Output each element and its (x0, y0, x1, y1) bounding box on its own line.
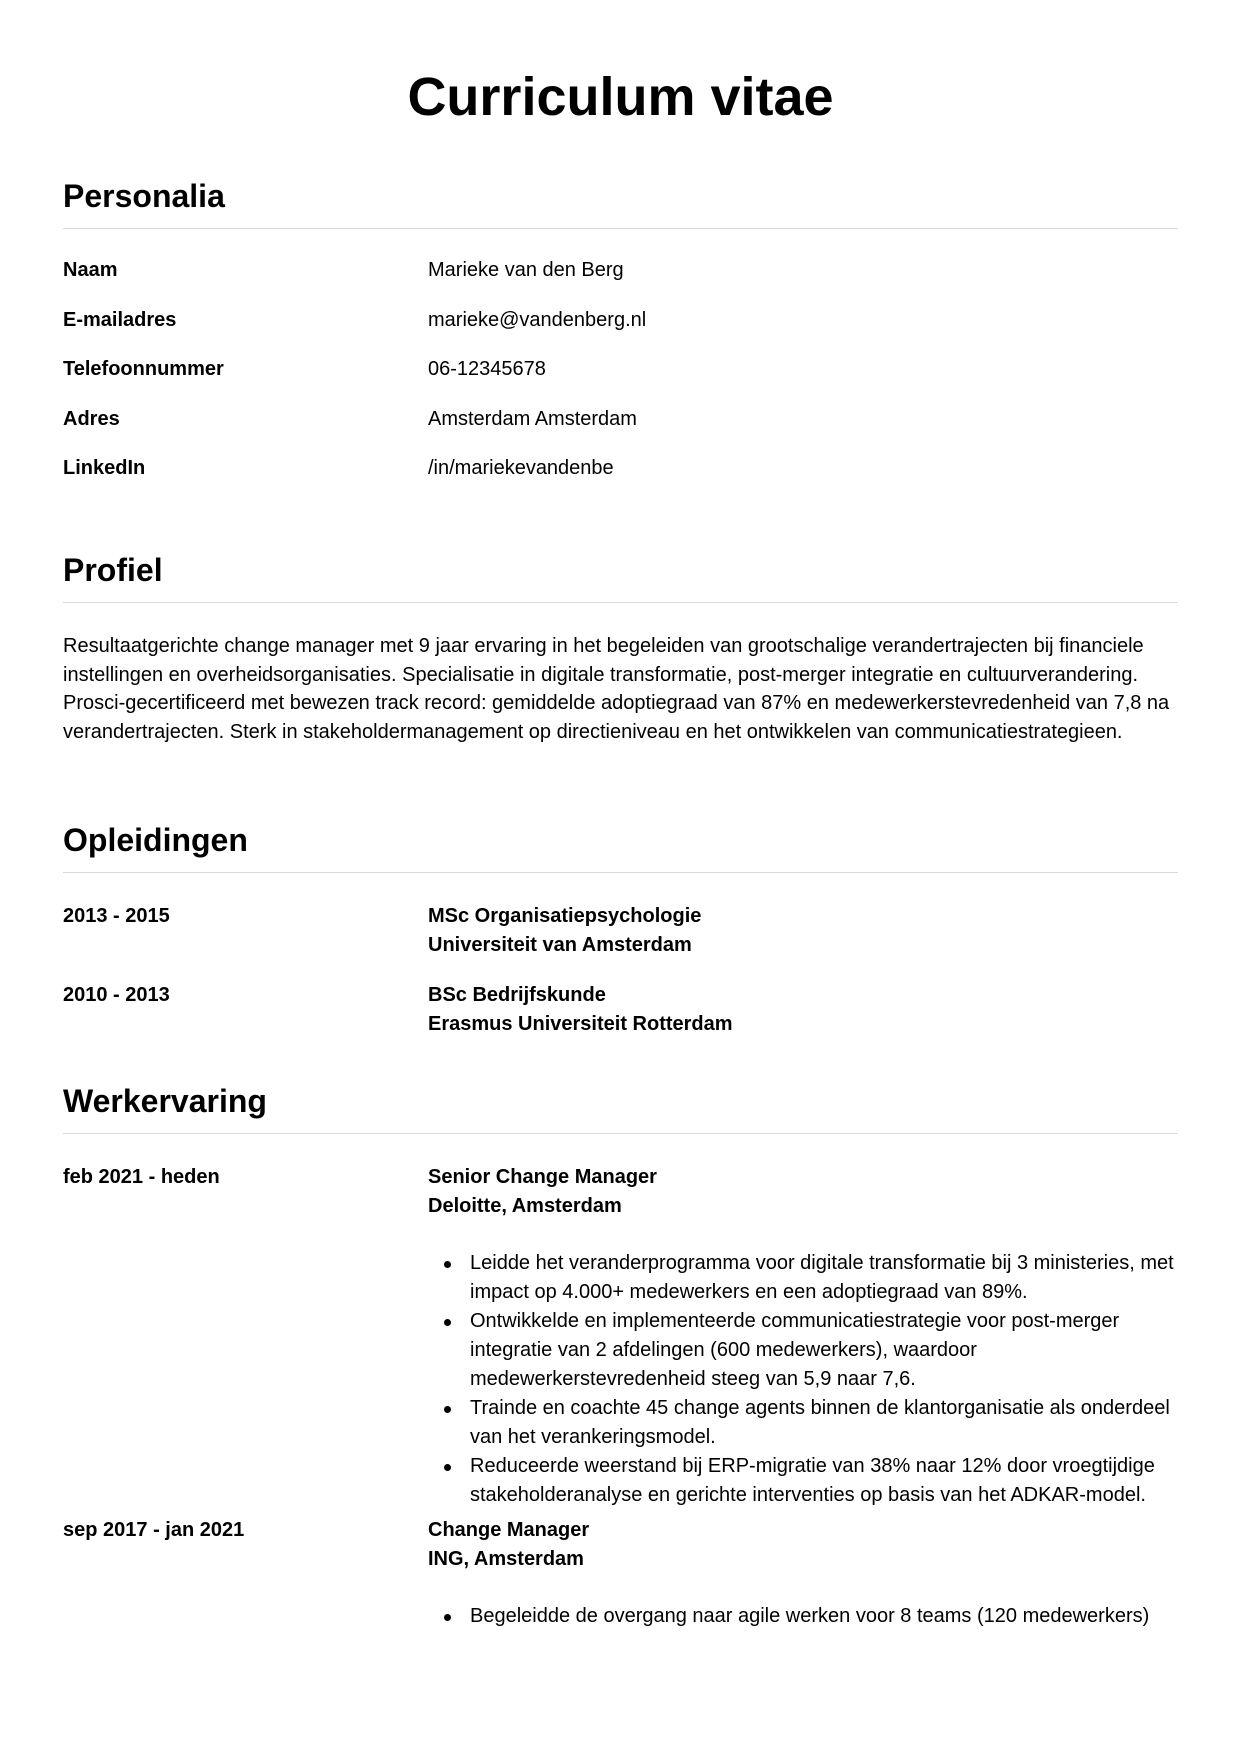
bullet-dot-icon (444, 1464, 451, 1471)
adres-label: Adres (63, 407, 120, 430)
opleiding-body (428, 981, 1178, 1039)
werk-bullets (428, 1602, 1178, 1631)
personalia-row-telefoon (63, 355, 1178, 405)
personalia-table (63, 256, 1178, 504)
opleiding-school: Erasmus Universiteit Rotterdam (428, 1013, 733, 1035)
werk-bullet-text: Leidde het veranderprogramma voor digitale transformatie bij 3 ministeries, met impact op 4.000+ medewerkers en een adoptiegraad van 89%. (470, 1252, 1174, 1303)
telefoon-label: Telefoonnummer (63, 358, 224, 380)
werk-bullet-item (428, 1249, 1178, 1307)
personalia-row-adres (63, 405, 1178, 455)
opleiding-degree: BSc Bedrijfskunde (428, 984, 606, 1006)
werk-company: Deloitte, Amsterdam (428, 1195, 622, 1217)
telefoon-value: 06-12345678 (428, 358, 546, 380)
email-value: marieke@vandenberg.nl (428, 308, 647, 331)
opleiding-period: 2013 - 2015 (63, 905, 170, 927)
werk-company: ING, Amsterdam (428, 1548, 584, 1570)
opleiding-degree: MSc Organisatiepsychologie (428, 905, 702, 927)
opleidingen-section (63, 820, 1178, 1039)
bullet-dot-icon (444, 1319, 451, 1326)
personalia-section (63, 176, 1178, 504)
opleiding-entry (63, 902, 1178, 981)
adres-value: Amsterdam Amsterdam (428, 407, 637, 430)
werk-role: Senior Change Manager (428, 1166, 657, 1188)
werk-bullet-text: Trainde en coachte 45 change agents binnen de klantorganisatie als onderdeel van het verankeringsmodel. (470, 1397, 1170, 1448)
bullet-dot-icon (444, 1614, 451, 1621)
profiel-text: Resultaatgerichte change manager met 9 jaar ervaring in het begeleiden van grootschalige verandertrajecten bij financiele instellingen en overheidsorganisaties. Specialisatie in digitale transformatie, post-merger integratie en cultuurverandering. Prosci-gecertificeerd met bewezen track record: gemiddelde adoptiegraad van 87% en medewerkerstevredenheid van 7,8 na verandertrajecten. Sterk in stakeholdermanagement op directieniveau en het ontwikkelen van communicatiestrategieen. (63, 635, 1170, 743)
naam-label: Naam (63, 259, 118, 281)
linkedin-value: /in/mariekevandenbe (428, 457, 614, 479)
werk-bullet-text: Begeleidde de overgang naar agile werken voor 8 teams (120 medewerkers) (470, 1605, 1150, 1627)
werk-period: sep 2017 - jan 2021 (63, 1519, 245, 1541)
werk-entry (63, 1163, 1178, 1510)
werkervaring-list (63, 1163, 1178, 1631)
naam-value: Marieke van den Berg (428, 259, 624, 281)
bullet-dot-icon (444, 1261, 451, 1268)
personalia-row-email (63, 306, 1178, 356)
personalia-row-naam (63, 256, 1178, 306)
opleidingen-list (63, 902, 1178, 1039)
werk-body (428, 1163, 1178, 1510)
opleiding-school: Universiteit van Amsterdam (428, 934, 692, 956)
werkervaring-section (63, 1081, 1178, 1631)
opleiding-entry (63, 981, 1178, 1039)
personalia-heading: Personalia (63, 176, 1178, 229)
linkedin-label: LinkedIn (63, 457, 146, 479)
werk-bullet-item (428, 1452, 1178, 1510)
werk-bullet-text: Reduceerde weerstand bij ERP-migratie van 38% naar 12% door vroegtijdige stakeholderanalyse en gerichte interventies op basis van het ADKAR-model. (470, 1455, 1155, 1506)
profiel-section (63, 550, 1178, 746)
werk-bullet-item (428, 1602, 1178, 1631)
werk-entry (63, 1516, 1178, 1631)
document-title: Curriculum vitae (407, 67, 834, 127)
werk-bullets (428, 1249, 1178, 1510)
opleiding-period: 2010 - 2013 (63, 984, 170, 1006)
werkervaring-heading: Werkervaring (63, 1081, 1178, 1134)
opleidingen-heading: Opleidingen (63, 820, 1178, 873)
opleiding-body (428, 902, 1178, 960)
personalia-row-linkedin (63, 454, 1178, 504)
werk-role: Change Manager (428, 1519, 590, 1541)
werk-bullet-item (428, 1394, 1178, 1452)
bullet-dot-icon (444, 1406, 451, 1413)
email-label: E-mailadres (63, 308, 177, 331)
werk-period: feb 2021 - heden (63, 1166, 220, 1188)
werk-body (428, 1516, 1178, 1631)
werk-bullet-text: Ontwikkelde en implementeerde communicatiestrategie voor post-merger integratie van 2 afdelingen (600 medewerkers), waardoor medewerkerstevredenheid steeg van 5,9 naar 7,6. (470, 1310, 1120, 1390)
profiel-heading: Profiel (63, 550, 1178, 603)
werk-bullet-item (428, 1307, 1178, 1394)
